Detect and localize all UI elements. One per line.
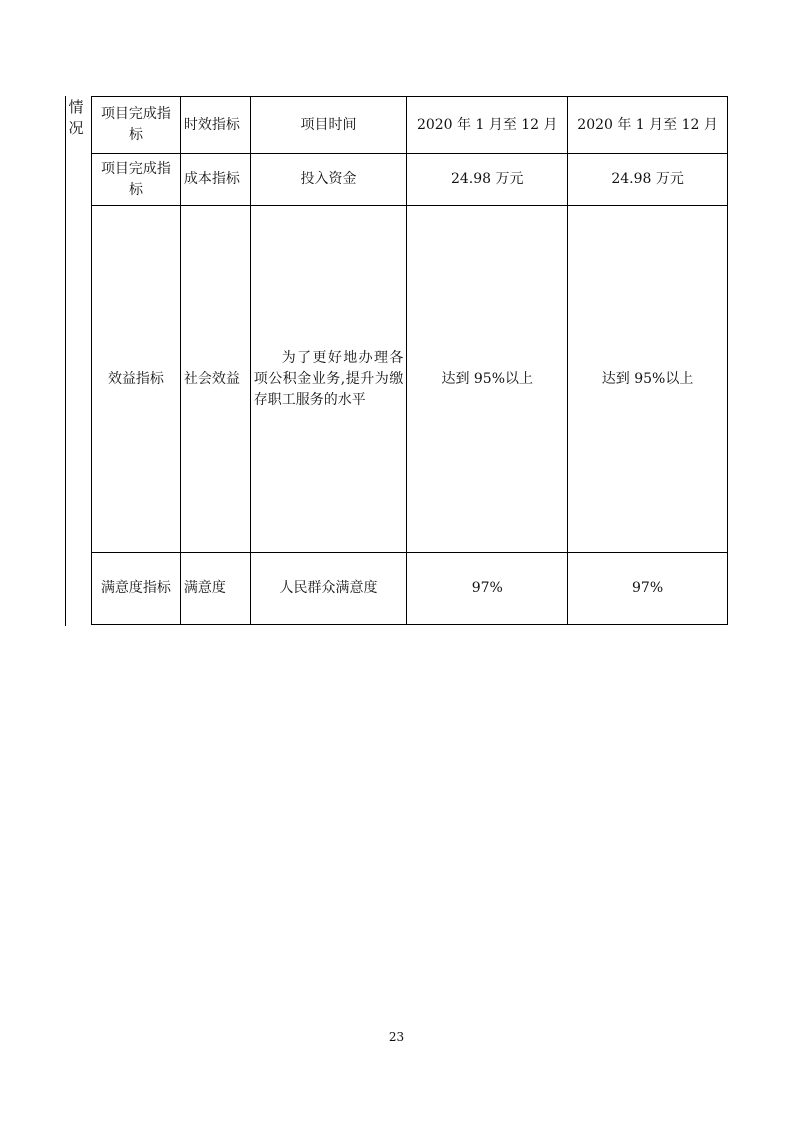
- actual-value: 达到 95%以上: [568, 206, 728, 553]
- section-side-label: 情况: [68, 98, 84, 137]
- performance-table: [91, 96, 728, 625]
- indicator-name: 为了更好地办理各项公积金业务,提升为缴存职工服务的水平: [250, 206, 407, 553]
- target-value: 2020 年 1 月至 12 月: [407, 97, 568, 154]
- indicator-subcategory: 社会效益: [180, 206, 250, 553]
- target-value: 97%: [407, 553, 568, 625]
- left-border-line: [65, 96, 66, 626]
- indicator-category: 满意度指标: [92, 553, 181, 625]
- table-row: [92, 154, 728, 206]
- indicator-category: 项目完成指标: [92, 97, 181, 154]
- target-value: 达到 95%以上: [407, 206, 568, 553]
- indicator-name: 投入资金: [250, 154, 407, 206]
- indicator-category: 效益指标: [92, 206, 181, 553]
- table-row: [92, 553, 728, 625]
- indicator-category: 项目完成指标: [92, 154, 181, 206]
- indicator-subcategory: 成本指标: [180, 154, 250, 206]
- indicator-name: 项目时间: [250, 97, 407, 154]
- actual-value: 24.98 万元: [568, 154, 728, 206]
- actual-value: 97%: [568, 553, 728, 625]
- indicator-name: 人民群众满意度: [250, 553, 407, 625]
- page-number: 23: [388, 1030, 405, 1044]
- table-row: [92, 97, 728, 154]
- target-value: 24.98 万元: [407, 154, 568, 206]
- table-row: [92, 206, 728, 553]
- actual-value: 2020 年 1 月至 12 月: [568, 97, 728, 154]
- indicator-subcategory: 时效指标: [180, 97, 250, 154]
- indicator-subcategory: 满意度: [180, 553, 250, 625]
